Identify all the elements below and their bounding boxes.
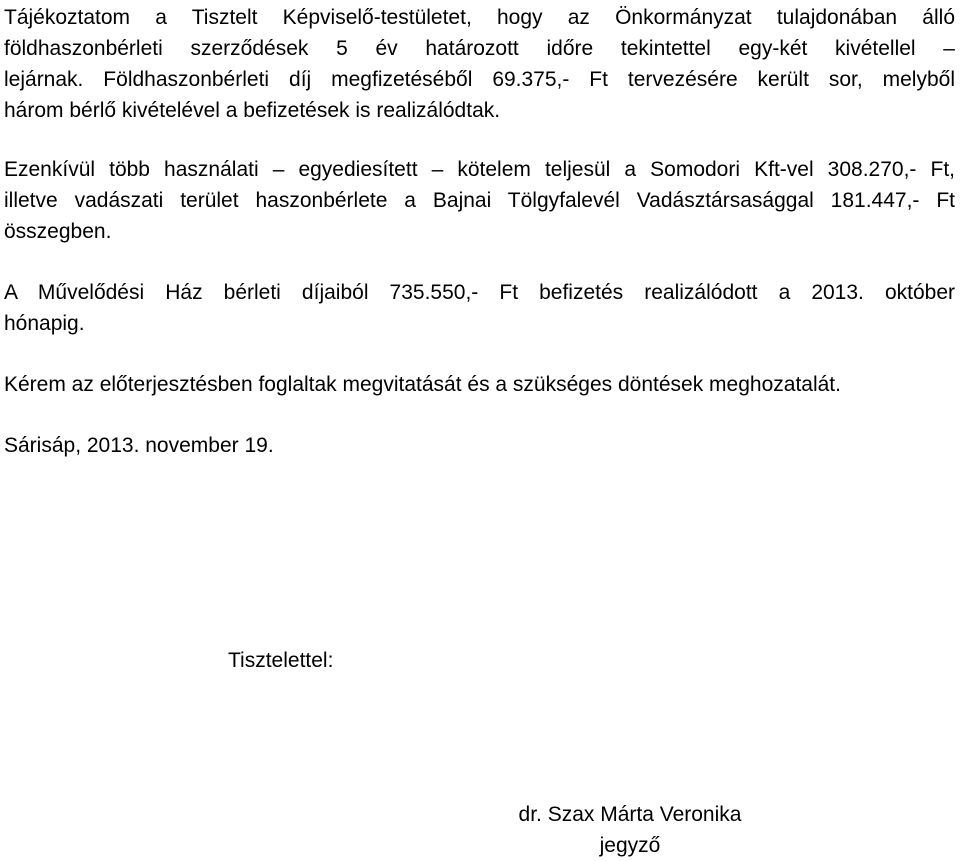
- text-line: A Művelődési Ház bérleti díjaiból 735.550,- Ft befizetés realizálódott a 2013. október: [4, 281, 955, 304]
- paragraph-cultural-house-rent: [4, 277, 955, 339]
- signer-title: jegyző: [599, 834, 661, 857]
- closing-salutation: Tisztelettel:: [228, 649, 334, 672]
- text-line: Kérem az előterjesztésben foglaltak megvitatását és a szükséges döntések meghozatalát.: [4, 373, 841, 396]
- paragraph-land-lease: [4, 2, 955, 126]
- text-line: lejárnak. Földhaszonbérleti díj megfizetéséből 69.375,- Ft tervezésére került sor, melyből: [4, 68, 955, 91]
- text-line: Sárisáp, 2013. november 19.: [4, 434, 274, 457]
- text-line: Tájékoztatom a Tisztelt Képviselő-testületet, hogy az Önkormányzat tulajdonában álló: [4, 6, 955, 29]
- paragraph-other-obligations: [4, 154, 955, 247]
- place-and-date: [4, 430, 955, 461]
- text-line: három bérlő kivételével a befizetések is realizálódtak.: [4, 99, 501, 122]
- text-line: illetve vadászati terület haszonbérlete a Bajnai Tölgyfalevél Vadásztársasággal 181.447,- Ft: [4, 189, 955, 212]
- text-line: összegben.: [4, 220, 112, 243]
- text-line: Ezenkívül több használati – egyediesített – kötelem teljesül a Somodori Kft-vel 308.270,- Ft,: [4, 158, 955, 181]
- text-line: hónapig.: [4, 312, 85, 335]
- paragraph-request: [4, 369, 955, 400]
- text-line: földhaszonbérleti szerződések 5 év határozott időre tekintettel egy-két kivétellel –: [4, 37, 955, 60]
- signature-block: [507, 799, 753, 861]
- signer-name: dr. Szax Márta Veronika: [518, 803, 742, 826]
